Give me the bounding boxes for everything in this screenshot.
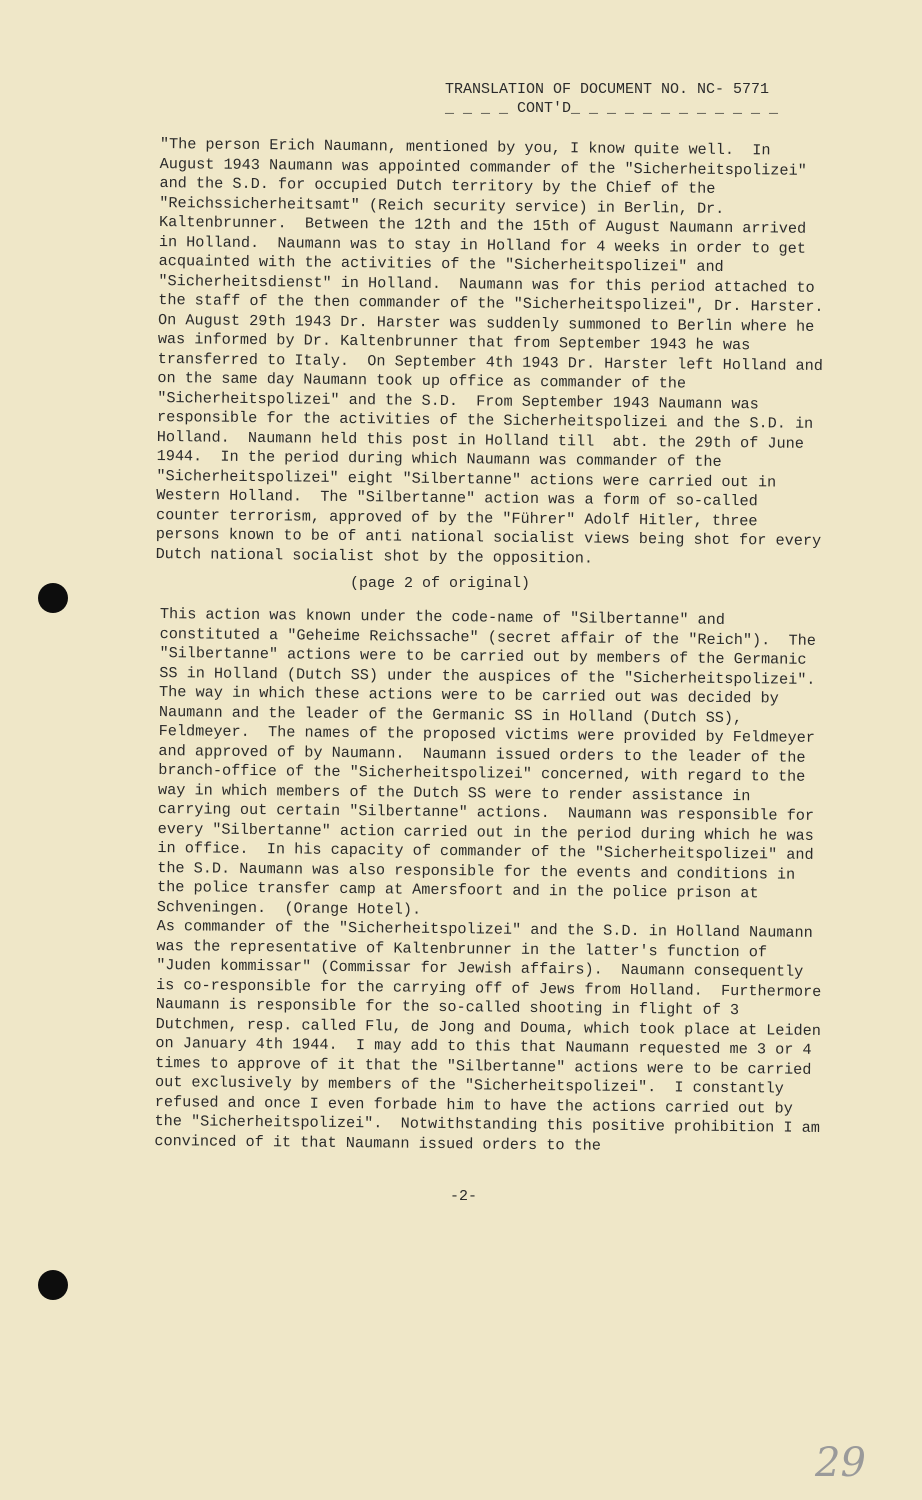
- punch-hole-top: [38, 583, 68, 613]
- page-number: -2-: [450, 1188, 478, 1205]
- paragraph-1: "The person Erich Naumann, mentioned by you, I know quite well. In August 1943 Naumann was appointed commander of the "Sicherheitspolizei" and the S.D. for occupied Dutch territory by the Chief of the "Reichssicherheitsamt" (Reich security service) in Berlin, Dr. Kaltenbrunner. Between the 12th and the 15th of August Naumann arrived in Holland. Naumann was to stay in Holland for 4 weeks in order to get acquainted with the activities of the "Sicherheitspolizei" and "Sicherheitsdienst" in Holland. Naumann was for this period attached to the staff of the then commander of the "Sicherheitspolizei", Dr. Harster. On August 29th 1943 Dr. Harster was suddenly summoned to Berlin where he was informed by Dr. Kaltenbrunner that from September 1943 he was transferred to Italy. On September 4th 1943 Dr. Harster left Holland and on the same day Naumann took up office as commander of the "Sicherheitspolizei" and the S.D. From September 1943 Naumann was responsible for the activities of the Sicherheitspolizei and the S.D. in Holland. Naumann held this post in Holland till abt. the 29th of June 1944. In the period during which Naumann was commander of the "Sicherheitspolizei" eight "Silbertanne" actions were carried out in Western Holland. The "Silbertanne" action was a form of so-called counter terrorism, approved of by the "Führer" Adolf Hitler, three persons known to be of anti national socialist views being shot for every Dutch national socialist shot by the opposition.: [155, 135, 842, 568]
- header-title: TRANSLATION OF DOCUMENT NO. NC- 5771: [445, 81, 770, 98]
- paragraph-2: This action was known under the code-name of "Silbertanne" and constituted a "Geheime Reichssache" (secret affair of the "Reich"). The "Silbertanne" actions were to be carried out by members of the Germanic SS in Holland (Dutch SS) under the auspices of the "Sicherheitspolizei". The way in which these actions were to be carried out was decided by Naumann and the leader of the Germanic SS in Holland (Dutch SS), Feldmeyer. The names of the proposed victims were provided by Feldmeyer and approved of by Naumann. Naumann issued orders to the leader of the branch-office of the "Sicherheitspolizei" concerned, with regard to the way in which members of the Dutch SS were to render assistance in carrying out certain "Silbertanne" actions. Naumann was responsible for every "Silbertanne" action carried out in the period during which he was in office. In his capacity of commander of the "Sicherheitspolizei" and the S.D. Naumann was also responsible for the events and conditions in the police transfer camp at Amersfoort and in the police prison at Schveningen. (Orange Hotel). As commander of the "Sicherheitspolizei" and the S.D. in Holland Naumann was the representative of Kaltenbrunner in the latter's function of "Juden kommissar" (Commissar for Jewish affairs). Naumann consequently is co-responsible for the carrying off of Jews from Holland. Furthermore Naumann is responsible for the so-called shooting in flight of 3 Dutchmen, resp. called Flu, de Jong and Douma, which took place at Leiden on January 4th 1944. I may add to this that Naumann requested me 3 or 4 times to approve of it that the "Silbertanne" actions were to be carried out exclusively by members of the "Sicherheitspolizei". I constantly refused and once I even forbade him to have the actions carried out by the "Sicherheitspolizei". Notwithstanding this positive prohibition I am convinced of it that Naumann issued orders to the: [154, 605, 834, 1155]
- header-continued: _ _ _ _ CONT'D_ _ _ _ _ _ _ _ _ _ _ _: [445, 100, 779, 117]
- original-page-note: (page 2 of original): [350, 575, 531, 592]
- handwritten-page-number: 29: [815, 1440, 866, 1486]
- punch-hole-bottom: [38, 1270, 68, 1300]
- document-header: [445, 80, 865, 118]
